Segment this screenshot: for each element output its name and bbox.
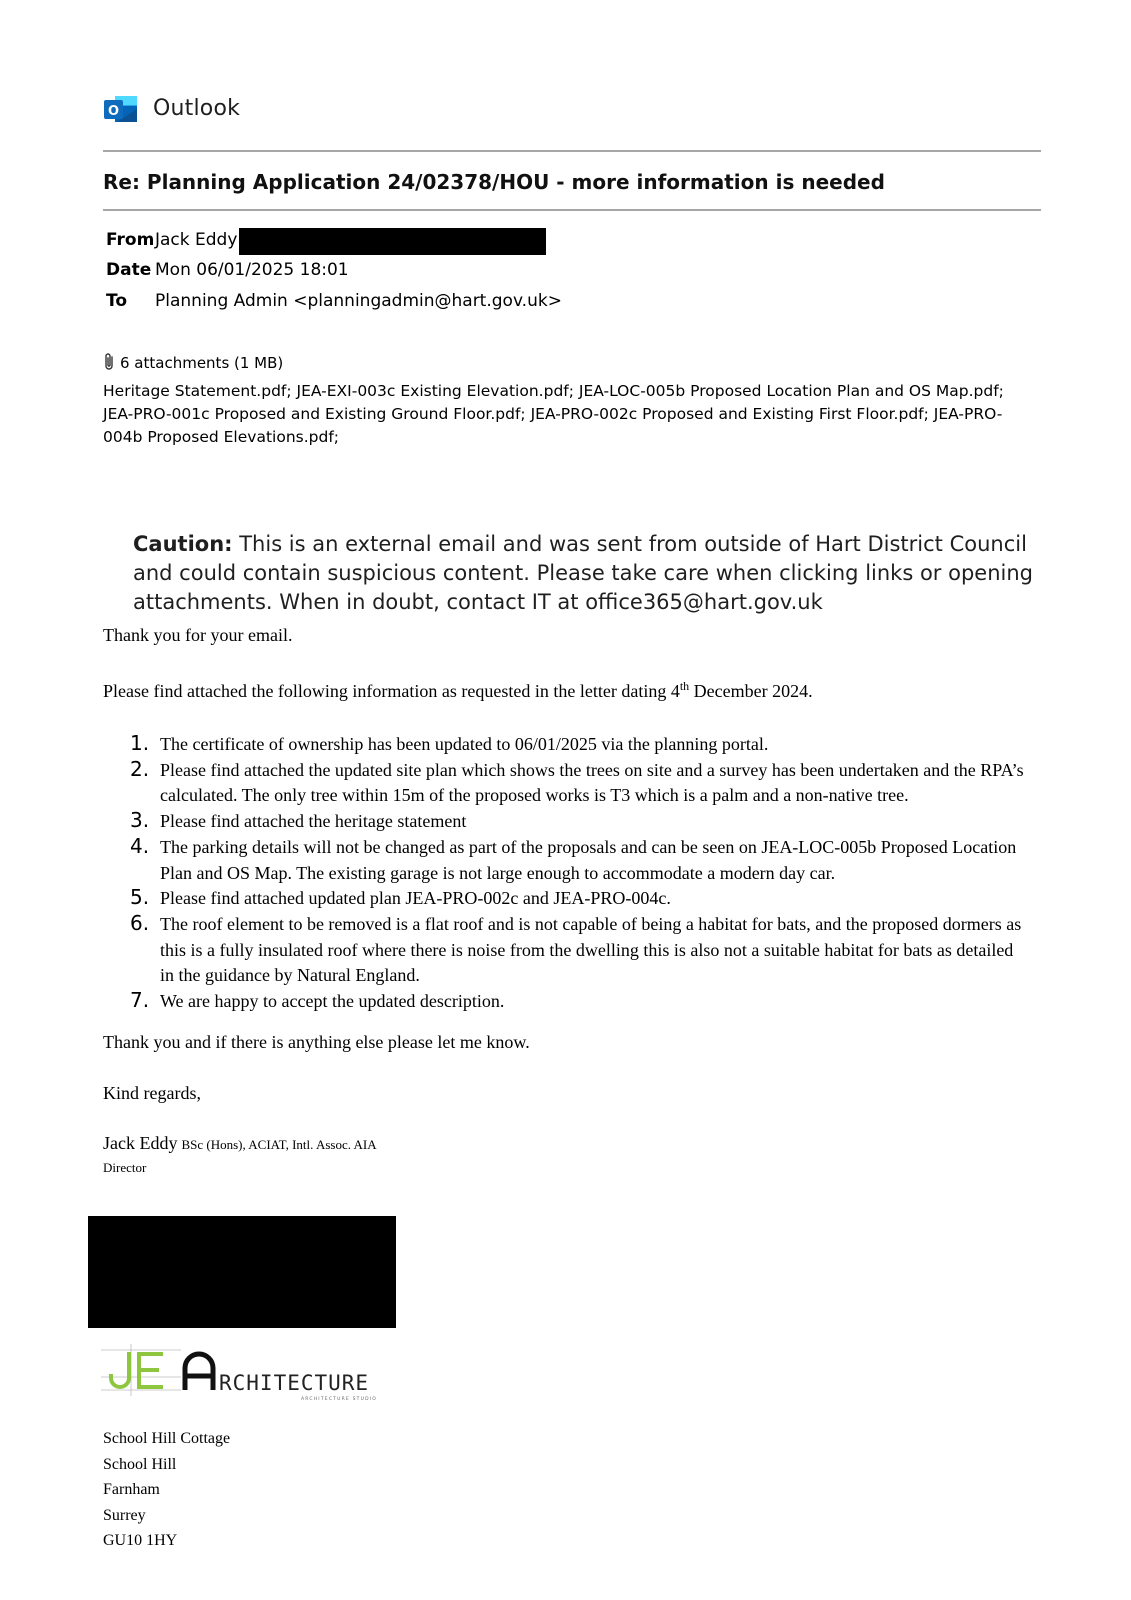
- list-text: The roof element to be removed is a flat roof and is not capable of being a habitat for bats, and the proposed dormers as this is a fully insulated roof where there is noise from the dwelling this is also not a suitable habitat for bats as detailed in the guidance by Natural England.: [160, 913, 1022, 986]
- signature-title: Director: [103, 1160, 147, 1175]
- list-number: 5.: [130, 885, 150, 910]
- list-text: Please find attached updated plan JEA-PRO-002c and JEA-PRO-004c.: [160, 888, 671, 909]
- list-number: 6.: [130, 910, 150, 935]
- address-line: School Hill Cottage: [103, 1430, 231, 1447]
- from-label: From: [106, 230, 155, 250]
- response-list: [130, 732, 1030, 1015]
- caution-label: Caution:: [133, 532, 233, 556]
- list-text: Please find attached the updated site plan which shows the trees on site and a survey has been undertaken and the RPA’s calculated. The only tree within 15m of the proposed works is T3 which is a palm and a non-native tree.: [160, 759, 1024, 806]
- list-item: [130, 886, 1030, 912]
- list-item: [130, 835, 1030, 886]
- kind-regards: Kind regards,: [103, 1083, 201, 1103]
- greeting: Thank you for your email.: [103, 625, 293, 645]
- date-value: Mon 06/01/2025 18:01: [155, 260, 349, 280]
- attachments-count: 6 attachments (1 MB): [120, 354, 284, 372]
- intro-text-end: December 2024.: [689, 681, 813, 701]
- date-label: Date: [106, 260, 152, 280]
- list-text: Please find attached the heritage statement: [160, 811, 467, 832]
- header-divider: [103, 150, 1041, 152]
- signature-name: Jack Eddy: [103, 1133, 178, 1153]
- list-number: 2.: [130, 756, 150, 781]
- outlook-logo-icon: [103, 92, 139, 126]
- redacted-signature-block: [88, 1216, 396, 1328]
- jea-architecture-logo: [101, 1344, 401, 1404]
- list-item: [130, 732, 1030, 758]
- closing-line: Thank you and if there is anything else please let me know.: [103, 1032, 530, 1052]
- to-label: To: [106, 291, 128, 311]
- signature-address: [103, 1426, 230, 1554]
- app-title: Outlook: [153, 96, 241, 121]
- caution-text: This is an external email and was sent from outside of Hart District Council and could contain suspicious content. Please take care when clicking links or opening attachments. When in doubt, contact IT at office365@hart.gov.uk: [133, 532, 1033, 614]
- address-line: Farnham: [103, 1481, 160, 1498]
- logo-wordmark: RCHITECTURE: [219, 1371, 370, 1395]
- list-text: The certificate of ownership has been updated to 06/01/2025 via the planning portal.: [160, 734, 769, 754]
- attachments-list[interactable]: Heritage Statement.pdf; JEA-EXI-003c Existing Elevation.pdf; JEA-LOC-005b Proposed Location Plan and OS Map.pdf; JEA-PRO-001c Proposed and Existing Ground Floor.pdf; JEA-PRO-002c Proposed and Existing First Floor.pdf; JEA-PRO-004b Proposed Elevations.pdf;: [103, 382, 1004, 446]
- subject-divider: [103, 209, 1041, 211]
- list-text: We are happy to accept the updated description.: [160, 991, 505, 1012]
- list-item: [130, 989, 1030, 1015]
- signature-credentials: BSc (Hons), ACIAT, Intl. Assoc. AIA: [181, 1137, 377, 1152]
- intro-superscript: th: [679, 679, 690, 693]
- address-line: School Hill: [103, 1455, 177, 1473]
- list-number: 3.: [130, 808, 150, 833]
- email-subject: Re: Planning Application 24/02378/HOU - more information is needed: [103, 170, 885, 194]
- list-number: 4.: [130, 833, 150, 858]
- to-value[interactable]: Planning Admin <planningadmin@hart.gov.uk>: [155, 291, 562, 311]
- signature-line: [103, 1133, 377, 1154]
- list-number: 7.: [130, 988, 150, 1013]
- paperclip-icon: [103, 352, 116, 372]
- redacted-sender-email: [239, 228, 546, 255]
- intro-paragraph: [103, 679, 813, 702]
- list-item: [130, 758, 1030, 809]
- list-item: [130, 809, 1030, 835]
- list-number: 1.: [130, 731, 150, 755]
- attachments-summary[interactable]: [103, 352, 283, 372]
- from-name[interactable]: Jack Eddy: [155, 230, 238, 250]
- address-line: Surrey: [103, 1506, 146, 1524]
- list-text: The parking details will not be changed as part of the proposals and can be seen on JEA-LOC-005b Proposed Location Plan and OS Map. The existing garage is not large enough to accommodate a modern day car.: [160, 836, 1017, 883]
- external-email-caution: [133, 530, 1053, 617]
- outlook-logo-letter: O: [107, 104, 120, 119]
- address-line: GU10 1HY: [103, 1532, 178, 1549]
- logo-subtitle: ARCHITECTURE STUDIO: [301, 1397, 378, 1402]
- list-item: [130, 912, 1030, 989]
- intro-text: Please find attached the following information as requested in the letter dating 4: [103, 681, 680, 701]
